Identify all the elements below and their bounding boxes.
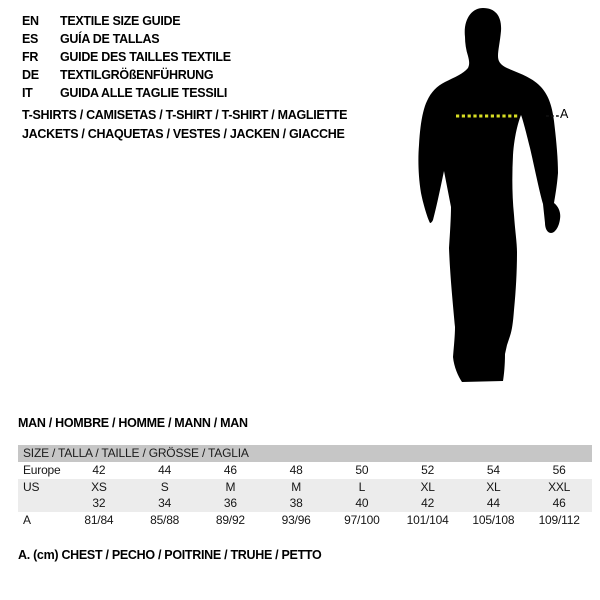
language-title: GUIDA ALLE TAGLIE TESSILI — [60, 86, 228, 100]
language-guide-row — [22, 48, 231, 66]
row-label: A — [23, 512, 31, 527]
row-label: US — [23, 479, 40, 494]
language-code: IT — [22, 86, 33, 100]
table-row — [18, 495, 592, 512]
language-title: TEXTILE SIZE GUIDE — [60, 14, 181, 28]
size-cell: 46 — [552, 496, 566, 510]
garment-types-line1: T-SHIRTS / CAMISETAS / T-SHIRT / T-SHIRT / MAGLIETTE — [22, 108, 348, 122]
size-cell: 38 — [289, 496, 303, 510]
language-guide-row — [22, 84, 231, 102]
size-cell: 56 — [552, 463, 566, 477]
size-cell: 54 — [486, 463, 500, 477]
language-code: EN — [22, 14, 39, 28]
size-cell: 85/88 — [150, 512, 180, 527]
language-guide-row — [22, 30, 231, 48]
size-cell: 93/96 — [281, 512, 311, 527]
man-silhouette-figure — [402, 5, 582, 390]
size-cell: 50 — [355, 463, 369, 477]
size-cell: M — [225, 479, 236, 494]
size-cell: 105/108 — [472, 512, 515, 527]
size-table-header: SIZE / TALLA / TAILLE / GRÖSSE / TAGLIA — [18, 445, 592, 462]
row-label — [18, 495, 66, 512]
size-cell: S — [160, 479, 169, 494]
table-row — [18, 462, 592, 479]
table-row — [18, 479, 592, 496]
size-cell: XXL — [548, 479, 571, 494]
size-cell: 40 — [355, 496, 369, 510]
language-code: DE — [22, 68, 39, 82]
size-cell: 34 — [158, 496, 172, 510]
man-silhouette-shape — [418, 8, 560, 382]
size-cell: 89/92 — [215, 512, 245, 527]
size-cell: 81/84 — [84, 512, 114, 527]
size-cell: M — [291, 479, 302, 494]
garment-types-line2: JACKETS / CHAQUETAS / VESTES / JACKEN / GIACCHE — [22, 126, 345, 141]
section-title-man: MAN / HOMBRE / HOMME / MANN / MAN — [18, 416, 248, 430]
size-table-body — [18, 462, 592, 528]
size-cell: 36 — [223, 496, 237, 510]
language-guide-row — [22, 66, 231, 84]
size-cell: XL — [486, 479, 501, 494]
size-cell: 101/104 — [406, 512, 449, 527]
size-cell: 48 — [289, 463, 303, 477]
size-cell: 44 — [158, 463, 172, 477]
language-title: TEXTILGRÖßENFÜHRUNG — [60, 68, 214, 82]
size-cell: 109/112 — [538, 512, 580, 527]
language-title: GUIDE DES TAILLES TEXTILE — [60, 50, 231, 64]
size-cell: 46 — [223, 463, 237, 477]
size-cell: 32 — [92, 496, 106, 510]
language-guide-list — [22, 12, 231, 102]
size-cell: 52 — [421, 463, 435, 477]
man-silhouette — [402, 5, 582, 390]
measurement-footnote: A. (cm) CHEST / PECHO / POITRINE / TRUHE / PETTO — [18, 548, 322, 562]
size-cell: XS — [91, 479, 107, 494]
size-cell: XL — [420, 479, 435, 494]
language-title: GUÍA DE TALLAS — [60, 32, 160, 46]
language-code: ES — [22, 32, 39, 46]
language-code: FR — [22, 50, 39, 64]
size-table — [18, 445, 592, 528]
table-row — [18, 512, 592, 529]
size-cell: 42 — [421, 496, 435, 510]
garment-types — [22, 106, 347, 143]
row-label: Europe — [23, 463, 61, 477]
language-guide-row — [22, 12, 231, 30]
size-cell: 42 — [92, 463, 106, 477]
measure-label-a: A — [560, 107, 569, 121]
size-cell: L — [358, 479, 366, 494]
size-cell: 97/100 — [344, 512, 380, 527]
size-cell: 44 — [486, 496, 500, 510]
